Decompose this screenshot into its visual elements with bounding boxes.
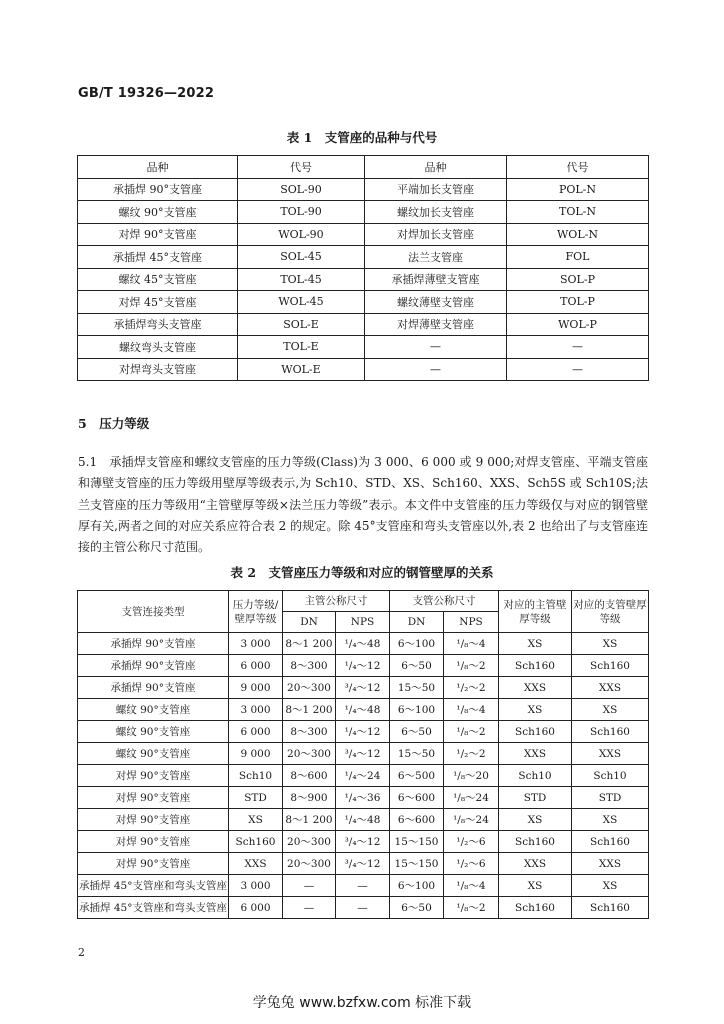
branch-wall-cell: XS bbox=[572, 633, 649, 655]
variety-cell: 法兰支管座 bbox=[365, 246, 507, 269]
table-row bbox=[78, 246, 649, 269]
branch-dn-cell: 6～50 bbox=[390, 897, 444, 919]
table-row bbox=[78, 178, 649, 201]
main-dn-cell: — bbox=[283, 875, 336, 897]
column-header-nps: NPS bbox=[336, 612, 390, 633]
main-wall-cell: Sch160 bbox=[499, 897, 572, 919]
connection-type-cell: 螺纹 90°支管座 bbox=[78, 721, 229, 743]
main-wall-cell: Sch160 bbox=[499, 655, 572, 677]
main-nps-cell: ³/₄～12 bbox=[336, 677, 390, 699]
column-header-dn: DN bbox=[283, 612, 336, 633]
main-nps-cell: ¹/₄～48 bbox=[336, 699, 390, 721]
branch-wall-cell: XS bbox=[572, 875, 649, 897]
main-nps-cell: ¹/₄～48 bbox=[336, 809, 390, 831]
main-dn-cell: 20～300 bbox=[283, 831, 336, 853]
code-cell: FOL bbox=[507, 246, 649, 269]
main-nps-cell: ³/₄～12 bbox=[336, 743, 390, 765]
code-cell: SOL-45 bbox=[238, 246, 365, 269]
variety-cell: 螺纹薄壁支管座 bbox=[365, 291, 507, 314]
branch-dn-cell: 15～150 bbox=[390, 831, 444, 853]
main-wall-cell: XXS bbox=[499, 743, 572, 765]
class-cell: Sch160 bbox=[229, 831, 283, 853]
table2-caption: 表 2 支管座压力等级和对应的钢管壁厚的关系 bbox=[230, 565, 494, 580]
branch-nps-cell: ¹/₈～2 bbox=[444, 897, 499, 919]
table2 bbox=[77, 590, 649, 919]
class-cell: STD bbox=[229, 787, 283, 809]
branch-dn-cell: 6～100 bbox=[390, 875, 444, 897]
connection-type-cell: 承插焊 90°支管座 bbox=[78, 677, 229, 699]
main-wall-cell: Sch10 bbox=[499, 765, 572, 787]
code-cell: WOL-N bbox=[507, 223, 649, 246]
branch-dn-cell: 6～50 bbox=[390, 721, 444, 743]
table-row bbox=[78, 765, 649, 787]
code-cell: SOL-E bbox=[238, 313, 365, 336]
code-cell: WOL-90 bbox=[238, 223, 365, 246]
table-row bbox=[78, 831, 649, 853]
connection-type-cell: 对焊 90°支管座 bbox=[78, 853, 229, 875]
code-cell: SOL-90 bbox=[238, 178, 365, 201]
variety-cell: — bbox=[365, 336, 507, 359]
table-header-row bbox=[78, 156, 649, 179]
column-header-class: 压力等级/壁厚等级 bbox=[229, 591, 283, 633]
column-header-nps: NPS bbox=[444, 612, 499, 633]
main-nps-cell: — bbox=[336, 875, 390, 897]
column-header-branch-wall: 对应的支管壁厚等级 bbox=[572, 591, 649, 633]
column-header-type: 支管连接类型 bbox=[78, 591, 229, 633]
table-row bbox=[78, 721, 649, 743]
code-cell: WOL-45 bbox=[238, 291, 365, 314]
table-row bbox=[78, 291, 649, 314]
main-dn-cell: 20～300 bbox=[283, 677, 336, 699]
class-cell: 6 000 bbox=[229, 655, 283, 677]
variety-cell: 平端加长支管座 bbox=[365, 178, 507, 201]
main-dn-cell: — bbox=[283, 897, 336, 919]
main-wall-cell: XS bbox=[499, 633, 572, 655]
variety-cell: 承插焊 45°支管座 bbox=[78, 246, 238, 269]
class-cell: Sch10 bbox=[229, 765, 283, 787]
table1-caption: 表 1 支管座的品种与代号 bbox=[286, 130, 438, 145]
main-dn-cell: 8～900 bbox=[283, 787, 336, 809]
branch-nps-cell: ¹/₂～2 bbox=[444, 677, 499, 699]
branch-dn-cell: 15～150 bbox=[390, 853, 444, 875]
table-row bbox=[78, 787, 649, 809]
main-dn-cell: 20～300 bbox=[283, 743, 336, 765]
class-cell: 6 000 bbox=[229, 721, 283, 743]
standard-code: GB/T 19326—2022 bbox=[78, 86, 215, 101]
branch-nps-cell: ¹/₈～24 bbox=[444, 787, 499, 809]
code-cell: TOL-P bbox=[507, 291, 649, 314]
main-wall-cell: Sch160 bbox=[499, 721, 572, 743]
code-cell: TOL-90 bbox=[238, 201, 365, 224]
branch-nps-cell: ¹/₈～4 bbox=[444, 875, 499, 897]
main-nps-cell: ³/₄～12 bbox=[336, 831, 390, 853]
table1 bbox=[77, 155, 649, 381]
connection-type-cell: 承插焊 90°支管座 bbox=[78, 655, 229, 677]
branch-dn-cell: 6～100 bbox=[390, 633, 444, 655]
column-header-branch-size: 支管公称尺寸 bbox=[390, 591, 499, 612]
column-header-dn: DN bbox=[390, 612, 444, 633]
main-wall-cell: XS bbox=[499, 699, 572, 721]
table-row bbox=[78, 655, 649, 677]
branch-wall-cell: STD bbox=[572, 787, 649, 809]
main-dn-cell: 8～1 200 bbox=[283, 809, 336, 831]
main-nps-cell: ¹/₄～12 bbox=[336, 721, 390, 743]
main-nps-cell: ¹/₄～12 bbox=[336, 655, 390, 677]
class-cell: 9 000 bbox=[229, 677, 283, 699]
code-cell: TOL-E bbox=[238, 336, 365, 359]
branch-nps-cell: ¹/₂～6 bbox=[444, 831, 499, 853]
section-heading: 5 压力等级 bbox=[78, 416, 150, 431]
branch-dn-cell: 6～500 bbox=[390, 765, 444, 787]
connection-type-cell: 对焊 90°支管座 bbox=[78, 831, 229, 853]
table-row bbox=[78, 875, 649, 897]
branch-nps-cell: ¹/₂～2 bbox=[444, 743, 499, 765]
main-nps-cell: ¹/₄～48 bbox=[336, 633, 390, 655]
main-wall-cell: XS bbox=[499, 809, 572, 831]
branch-wall-cell: Sch10 bbox=[572, 765, 649, 787]
column-header: 代号 bbox=[238, 156, 365, 179]
variety-cell: 对焊加长支管座 bbox=[365, 223, 507, 246]
variety-cell: 对焊 45°支管座 bbox=[78, 291, 238, 314]
table-row bbox=[78, 853, 649, 875]
variety-cell: 承插焊 90°支管座 bbox=[78, 178, 238, 201]
class-cell: 6 000 bbox=[229, 897, 283, 919]
variety-cell: 螺纹加长支管座 bbox=[365, 201, 507, 224]
column-header-main-size: 主管公称尺寸 bbox=[283, 591, 390, 612]
branch-dn-cell: 6～100 bbox=[390, 699, 444, 721]
variety-cell: 对焊弯头支管座 bbox=[78, 358, 238, 381]
branch-wall-cell: XXS bbox=[572, 743, 649, 765]
branch-wall-cell: XS bbox=[572, 809, 649, 831]
variety-cell: 承插焊弯头支管座 bbox=[78, 313, 238, 336]
page-number: 2 bbox=[78, 946, 85, 959]
variety-cell: 对焊 90°支管座 bbox=[78, 223, 238, 246]
code-cell: WOL-E bbox=[238, 358, 365, 381]
main-wall-cell: Sch160 bbox=[499, 831, 572, 853]
main-nps-cell: ¹/₄～24 bbox=[336, 765, 390, 787]
connection-type-cell: 承插焊 90°支管座 bbox=[78, 633, 229, 655]
variety-cell: 螺纹 45°支管座 bbox=[78, 268, 238, 291]
main-nps-cell: ³/₄～12 bbox=[336, 853, 390, 875]
column-header-main-wall: 对应的主管壁厚等级 bbox=[499, 591, 572, 633]
class-cell: 3 000 bbox=[229, 633, 283, 655]
table-row bbox=[78, 268, 649, 291]
code-cell: POL-N bbox=[507, 178, 649, 201]
branch-wall-cell: Sch160 bbox=[572, 897, 649, 919]
branch-wall-cell: Sch160 bbox=[572, 831, 649, 853]
table-row bbox=[78, 336, 649, 359]
variety-cell: 螺纹 90°支管座 bbox=[78, 201, 238, 224]
table-row bbox=[78, 809, 649, 831]
branch-nps-cell: ¹/₈～20 bbox=[444, 765, 499, 787]
connection-type-cell: 螺纹 90°支管座 bbox=[78, 699, 229, 721]
main-wall-cell: STD bbox=[499, 787, 572, 809]
branch-dn-cell: 6～50 bbox=[390, 655, 444, 677]
branch-wall-cell: Sch160 bbox=[572, 721, 649, 743]
connection-type-cell: 螺纹 90°支管座 bbox=[78, 743, 229, 765]
main-wall-cell: XXS bbox=[499, 677, 572, 699]
main-wall-cell: XXS bbox=[499, 853, 572, 875]
variety-cell: 螺纹弯头支管座 bbox=[78, 336, 238, 359]
class-cell: 9 000 bbox=[229, 743, 283, 765]
branch-nps-cell: ¹/₈～2 bbox=[444, 655, 499, 677]
branch-wall-cell: XXS bbox=[572, 677, 649, 699]
main-nps-cell: ¹/₄～36 bbox=[336, 787, 390, 809]
table-row bbox=[78, 313, 649, 336]
paragraph-5-1: 5.1 承插焊支管座和螺纹支管座的压力等级(Class)为 3 000、6 000 或 9 000;对焊支管座、平端支管座和薄壁支管座的压力等级用壁厚等级表示,为 Sch10、STD、XS、Sch160、XXS、Sch5S 或 Sch10S;法兰支管座的压力等级用“主管壁厚等级×法兰压力等级”表示。本文件中支管座的压力等级仅与对应的钢管壁厚有关,两者之间的对应关系应符合表 2 的规定。除 45°支管座和弯头支管座以外,表 2 也给出了与支管座连接的主管公称尺寸范围。 bbox=[78, 455, 648, 555]
column-header: 品种 bbox=[78, 156, 238, 179]
main-dn-cell: 20～300 bbox=[283, 853, 336, 875]
connection-type-cell: 对焊 90°支管座 bbox=[78, 765, 229, 787]
table-row bbox=[78, 699, 649, 721]
table-row bbox=[78, 633, 649, 655]
branch-nps-cell: ¹/₈～4 bbox=[444, 699, 499, 721]
connection-type-cell: 承插焊 45°支管座和弯头支管座 bbox=[78, 875, 229, 897]
branch-wall-cell: XS bbox=[572, 699, 649, 721]
branch-dn-cell: 15～50 bbox=[390, 743, 444, 765]
branch-nps-cell: ¹/₈～4 bbox=[444, 633, 499, 655]
branch-wall-cell: Sch160 bbox=[572, 655, 649, 677]
code-cell: — bbox=[507, 358, 649, 381]
class-cell: XXS bbox=[229, 853, 283, 875]
table-row bbox=[78, 897, 649, 919]
column-header: 品种 bbox=[365, 156, 507, 179]
connection-type-cell: 对焊 90°支管座 bbox=[78, 809, 229, 831]
table-row bbox=[78, 677, 649, 699]
branch-dn-cell: 6～600 bbox=[390, 809, 444, 831]
code-cell: WOL-P bbox=[507, 313, 649, 336]
main-dn-cell: 8～1 200 bbox=[283, 633, 336, 655]
main-dn-cell: 8～1 200 bbox=[283, 699, 336, 721]
table-header-row bbox=[78, 591, 649, 612]
class-cell: XS bbox=[229, 809, 283, 831]
footer-watermark: 学兔兔 www.bzfxw.com 标准下载 bbox=[252, 995, 472, 1011]
table-row bbox=[78, 223, 649, 246]
table-row bbox=[78, 201, 649, 224]
variety-cell: 对焊薄壁支管座 bbox=[365, 313, 507, 336]
branch-dn-cell: 15～50 bbox=[390, 677, 444, 699]
branch-dn-cell: 6～600 bbox=[390, 787, 444, 809]
class-cell: 3 000 bbox=[229, 699, 283, 721]
table-row bbox=[78, 743, 649, 765]
branch-nps-cell: ¹/₈～2 bbox=[444, 721, 499, 743]
branch-nps-cell: ¹/₂～6 bbox=[444, 853, 499, 875]
code-cell: SOL-P bbox=[507, 268, 649, 291]
table-row bbox=[78, 358, 649, 381]
variety-cell: — bbox=[365, 358, 507, 381]
main-wall-cell: XS bbox=[499, 875, 572, 897]
code-cell: TOL-N bbox=[507, 201, 649, 224]
main-dn-cell: 8～300 bbox=[283, 655, 336, 677]
code-cell: — bbox=[507, 336, 649, 359]
main-nps-cell: — bbox=[336, 897, 390, 919]
variety-cell: 承插焊薄壁支管座 bbox=[365, 268, 507, 291]
branch-wall-cell: XXS bbox=[572, 853, 649, 875]
class-cell: 3 000 bbox=[229, 875, 283, 897]
connection-type-cell: 承插焊 45°支管座和弯头支管座 bbox=[78, 897, 229, 919]
column-header: 代号 bbox=[507, 156, 649, 179]
main-dn-cell: 8～600 bbox=[283, 765, 336, 787]
connection-type-cell: 对焊 90°支管座 bbox=[78, 787, 229, 809]
main-dn-cell: 8～300 bbox=[283, 721, 336, 743]
branch-nps-cell: ¹/₈～24 bbox=[444, 809, 499, 831]
code-cell: TOL-45 bbox=[238, 268, 365, 291]
